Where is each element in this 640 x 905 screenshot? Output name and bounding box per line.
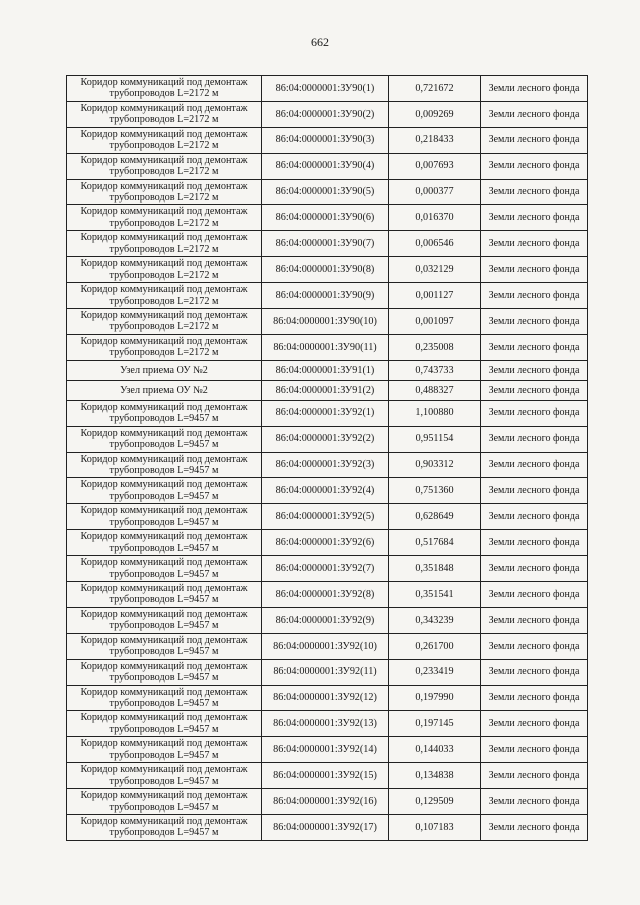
land-category-cell: Земли лесного фонда	[481, 153, 588, 179]
object-name-cell	[67, 556, 262, 582]
area-cell: 0,134838	[389, 763, 481, 789]
object-name-line-2: трубопроводов L=9457 м	[109, 594, 219, 606]
land-category-cell: Земли лесного фонда	[481, 659, 588, 685]
area-cell: 0,218433	[389, 127, 481, 153]
land-plot-table	[66, 75, 588, 841]
object-name-line-1: Коридор коммуникаций под демонтаж	[80, 738, 248, 750]
object-name-line-2: трубопроводов L=9457 м	[109, 490, 219, 502]
object-name-line-2: трубопроводов L=9457 м	[109, 413, 219, 425]
cadastral-number-cell: 86:04:0000001:ЗУ91(2)	[262, 380, 389, 400]
cadastral-number-cell: 86:04:0000001:ЗУ92(14)	[262, 737, 389, 763]
object-name-cell	[67, 309, 262, 335]
object-name-cell	[67, 334, 262, 360]
object-name-line-1: Коридор коммуникаций под демонтаж	[80, 557, 248, 569]
object-name-line-1: Коридор коммуникаций под демонтаж	[80, 76, 248, 88]
object-name-cell	[67, 504, 262, 530]
object-name-cell	[67, 815, 262, 841]
land-category-cell: Земли лесного фонда	[481, 815, 588, 841]
area-cell: 1,100880	[389, 400, 481, 426]
area-cell: 0,751360	[389, 478, 481, 504]
cadastral-number-cell: 86:04:0000001:ЗУ92(1)	[262, 400, 389, 426]
cadastral-number-cell: 86:04:0000001:ЗУ90(2)	[262, 101, 389, 127]
object-name-line-2: трубопроводов L=2172 м	[109, 269, 219, 281]
object-name-line-2: трубопроводов L=9457 м	[109, 646, 219, 658]
area-cell: 0,197145	[389, 711, 481, 737]
object-name-cell	[67, 400, 262, 426]
object-name-cell	[67, 153, 262, 179]
object-name-cell	[67, 685, 262, 711]
table-row	[67, 334, 588, 360]
table-row	[67, 179, 588, 205]
object-name-line-2: трубопроводов L=2172 м	[109, 243, 219, 255]
object-name-line-1: Узел приема ОУ №2	[120, 384, 208, 396]
object-name-cell	[67, 659, 262, 685]
object-name-line-2: трубопроводов L=9457 м	[109, 465, 219, 477]
land-category-cell: Земли лесного фонда	[481, 452, 588, 478]
land-category-cell: Земли лесного фонда	[481, 633, 588, 659]
object-name-cell	[67, 101, 262, 127]
object-name-line-1: Коридор коммуникаций под демонтаж	[80, 608, 248, 620]
object-name-cell	[67, 737, 262, 763]
table-row	[67, 815, 588, 841]
object-name-cell	[67, 283, 262, 309]
object-name-cell	[67, 257, 262, 283]
object-name-cell	[67, 607, 262, 633]
cadastral-number-cell: 86:04:0000001:ЗУ90(3)	[262, 127, 389, 153]
table-row	[67, 556, 588, 582]
object-name-line-2: трубопроводов L=2172 м	[109, 321, 219, 333]
land-category-cell: Земли лесного фонда	[481, 179, 588, 205]
object-name-line-1: Коридор коммуникаций под демонтаж	[80, 154, 248, 166]
table-row	[67, 789, 588, 815]
object-name-line-1: Коридор коммуникаций под демонтаж	[80, 660, 248, 672]
table-row	[67, 153, 588, 179]
object-name-line-1: Коридор коммуникаций под демонтаж	[80, 815, 248, 827]
area-cell: 0,351541	[389, 582, 481, 608]
land-category-cell: Земли лесного фонда	[481, 685, 588, 711]
table-row	[67, 659, 588, 685]
table-row	[67, 101, 588, 127]
object-name-line-1: Коридор коммуникаций под демонтаж	[80, 427, 248, 439]
object-name-cell	[67, 360, 262, 380]
cadastral-number-cell: 86:04:0000001:ЗУ92(4)	[262, 478, 389, 504]
table-row	[67, 283, 588, 309]
table-row	[67, 711, 588, 737]
area-cell: 0,129509	[389, 789, 481, 815]
object-name-cell	[67, 76, 262, 102]
object-name-cell	[67, 127, 262, 153]
object-name-line-1: Узел приема ОУ №2	[120, 364, 208, 376]
table-row	[67, 737, 588, 763]
object-name-line-2: трубопроводов L=9457 м	[109, 620, 219, 632]
land-category-cell: Земли лесного фонда	[481, 257, 588, 283]
cadastral-number-cell: 86:04:0000001:ЗУ90(7)	[262, 231, 389, 257]
object-name-line-2: трубопроводов L=9457 м	[109, 542, 219, 554]
object-name-line-2: трубопроводов L=9457 м	[109, 827, 219, 839]
object-name-line-1: Коридор коммуникаций под демонтаж	[80, 764, 248, 776]
object-name-line-1: Коридор коммуникаций под демонтаж	[80, 102, 248, 114]
object-name-cell	[67, 763, 262, 789]
object-name-cell	[67, 711, 262, 737]
object-name-line-1: Коридор коммуникаций под демонтаж	[80, 206, 248, 218]
object-name-line-2: трубопроводов L=9457 м	[109, 516, 219, 528]
area-cell: 0,351848	[389, 556, 481, 582]
object-name-line-1: Коридор коммуникаций под демонтаж	[80, 128, 248, 140]
area-cell: 0,000377	[389, 179, 481, 205]
land-category-cell: Земли лесного фонда	[481, 737, 588, 763]
table-row	[67, 504, 588, 530]
object-name-line-1: Коридор коммуникаций под демонтаж	[80, 401, 248, 413]
cadastral-number-cell: 86:04:0000001:ЗУ92(2)	[262, 426, 389, 452]
object-name-line-1: Коридор коммуникаций под демонтаж	[80, 505, 248, 517]
area-cell: 0,488327	[389, 380, 481, 400]
land-category-cell: Земли лесного фонда	[481, 283, 588, 309]
object-name-line-2: трубопроводов L=2172 м	[109, 192, 219, 203]
object-name-line-2: трубопроводов L=9457 м	[109, 439, 219, 451]
table-row	[67, 607, 588, 633]
table-row	[67, 400, 588, 426]
table-row	[67, 231, 588, 257]
area-cell: 0,343239	[389, 607, 481, 633]
land-category-cell: Земли лесного фонда	[481, 380, 588, 400]
cadastral-number-cell: 86:04:0000001:ЗУ92(6)	[262, 530, 389, 556]
cadastral-number-cell: 86:04:0000001:ЗУ92(11)	[262, 659, 389, 685]
table-row	[67, 127, 588, 153]
table-row	[67, 205, 588, 231]
object-name-line-1: Коридор коммуникаций под демонтаж	[80, 479, 248, 491]
object-name-line-2: трубопроводов L=2172 м	[109, 114, 219, 126]
area-cell: 0,001097	[389, 309, 481, 335]
object-name-cell	[67, 582, 262, 608]
object-name-line-1: Коридор коммуникаций под демонтаж	[80, 453, 248, 465]
cadastral-number-cell: 86:04:0000001:ЗУ90(5)	[262, 179, 389, 205]
cadastral-number-cell: 86:04:0000001:ЗУ92(15)	[262, 763, 389, 789]
land-category-cell: Земли лесного фонда	[481, 789, 588, 815]
area-cell: 0,903312	[389, 452, 481, 478]
area-cell: 0,144033	[389, 737, 481, 763]
land-category-cell: Земли лесного фонда	[481, 101, 588, 127]
land-category-cell: Земли лесного фонда	[481, 426, 588, 452]
table-row	[67, 763, 588, 789]
land-category-cell: Земли лесного фонда	[481, 711, 588, 737]
cadastral-number-cell: 86:04:0000001:ЗУ92(10)	[262, 633, 389, 659]
object-name-line-1: Коридор коммуникаций под демонтаж	[80, 634, 248, 646]
object-name-line-1: Коридор коммуникаций под демонтаж	[80, 686, 248, 698]
cadastral-number-cell: 86:04:0000001:ЗУ90(10)	[262, 309, 389, 335]
table-row	[67, 452, 588, 478]
land-category-cell: Земли лесного фонда	[481, 607, 588, 633]
table-row	[67, 478, 588, 504]
land-category-cell: Земли лесного фонда	[481, 400, 588, 426]
area-cell: 0,016370	[389, 205, 481, 231]
table-row	[67, 380, 588, 400]
object-name-line-2: трубопроводов L=2172 м	[109, 166, 219, 178]
cadastral-number-cell: 86:04:0000001:ЗУ92(16)	[262, 789, 389, 815]
cadastral-number-cell: 86:04:0000001:ЗУ92(9)	[262, 607, 389, 633]
table-row	[67, 633, 588, 659]
object-name-cell	[67, 452, 262, 478]
object-name-line-2: трубопроводов L=9457 м	[109, 775, 219, 787]
land-category-cell: Земли лесного фонда	[481, 556, 588, 582]
object-name-line-2: трубопроводов L=9457 м	[109, 723, 219, 735]
object-name-line-2: трубопроводов L=9457 м	[109, 801, 219, 813]
area-cell: 0,233419	[389, 659, 481, 685]
table-row	[67, 582, 588, 608]
area-cell: 0,009269	[389, 101, 481, 127]
object-name-cell	[67, 633, 262, 659]
object-name-line-2: трубопроводов L=9457 м	[109, 698, 219, 710]
object-name-line-2: трубопроводов L=2172 м	[109, 217, 219, 229]
table-row	[67, 76, 588, 102]
land-category-cell: Земли лесного фонда	[481, 530, 588, 556]
table-row	[67, 257, 588, 283]
object-name-cell	[67, 179, 262, 205]
page-number: 662	[311, 35, 329, 49]
table-row	[67, 530, 588, 556]
object-name-line-1: Коридор коммуникаций под демонтаж	[80, 335, 248, 347]
land-category-cell: Земли лесного фонда	[481, 763, 588, 789]
area-cell: 0,001127	[389, 283, 481, 309]
object-name-line-1: Коридор коммуникаций под демонтаж	[80, 284, 248, 296]
object-name-cell	[67, 426, 262, 452]
cadastral-number-cell: 86:04:0000001:ЗУ92(13)	[262, 711, 389, 737]
cadastral-number-cell: 86:04:0000001:ЗУ92(17)	[262, 815, 389, 841]
area-cell: 0,235008	[389, 334, 481, 360]
object-name-cell	[67, 380, 262, 400]
area-cell: 0,743733	[389, 360, 481, 380]
area-cell: 0,006546	[389, 231, 481, 257]
area-cell: 0,517684	[389, 530, 481, 556]
cadastral-number-cell: 86:04:0000001:ЗУ90(11)	[262, 334, 389, 360]
area-cell: 0,261700	[389, 633, 481, 659]
object-name-line-1: Коридор коммуникаций под демонтаж	[80, 232, 248, 244]
table-row	[67, 309, 588, 335]
object-name-cell	[67, 789, 262, 815]
land-category-cell: Земли лесного фонда	[481, 504, 588, 530]
cadastral-number-cell: 86:04:0000001:ЗУ90(8)	[262, 257, 389, 283]
cadastral-number-cell: 86:04:0000001:ЗУ92(12)	[262, 685, 389, 711]
object-name-cell	[67, 530, 262, 556]
area-cell: 0,032129	[389, 257, 481, 283]
area-cell: 0,721672	[389, 76, 481, 102]
cadastral-number-cell: 86:04:0000001:ЗУ91(1)	[262, 360, 389, 380]
area-cell: 0,951154	[389, 426, 481, 452]
cadastral-number-cell: 86:04:0000001:ЗУ92(7)	[262, 556, 389, 582]
land-category-cell: Земли лесного фонда	[481, 582, 588, 608]
land-category-cell: Земли лесного фонда	[481, 360, 588, 380]
land-category-cell: Земли лесного фонда	[481, 478, 588, 504]
object-name-line-2: трубопроводов L=2172 м	[109, 88, 219, 100]
area-cell: 0,007693	[389, 153, 481, 179]
object-name-line-2: трубопроводов L=9457 м	[109, 749, 219, 761]
object-name-line-2: трубопроводов L=9457 м	[109, 568, 219, 580]
object-name-cell	[67, 478, 262, 504]
object-name-line-1: Коридор коммуникаций под демонтаж	[80, 712, 248, 724]
object-name-line-2: трубопроводов L=2172 м	[109, 347, 219, 359]
object-name-line-1: Коридор коммуникаций под демонтаж	[80, 180, 248, 192]
object-name-line-1: Коридор коммуникаций под демонтаж	[80, 582, 248, 594]
object-name-line-1: Коридор коммуникаций под демонтаж	[80, 790, 248, 802]
object-name-line-1: Коридор коммуникаций под демонтаж	[80, 309, 248, 321]
land-category-cell: Земли лесного фонда	[481, 334, 588, 360]
cadastral-number-cell: 86:04:0000001:ЗУ92(8)	[262, 582, 389, 608]
table-row	[67, 426, 588, 452]
table-row	[67, 685, 588, 711]
cadastral-number-cell: 86:04:0000001:ЗУ92(3)	[262, 452, 389, 478]
cadastral-number-cell: 86:04:0000001:ЗУ90(9)	[262, 283, 389, 309]
area-cell: 0,197990	[389, 685, 481, 711]
object-name-line-2: трубопроводов L=2172 м	[109, 140, 219, 152]
area-cell: 0,628649	[389, 504, 481, 530]
cadastral-number-cell: 86:04:0000001:ЗУ90(6)	[262, 205, 389, 231]
cadastral-number-cell: 86:04:0000001:ЗУ90(1)	[262, 76, 389, 102]
land-category-cell: Земли лесного фонда	[481, 309, 588, 335]
land-category-cell: Земли лесного фонда	[481, 127, 588, 153]
cadastral-number-cell: 86:04:0000001:ЗУ90(4)	[262, 153, 389, 179]
table-body	[67, 76, 588, 841]
object-name-cell	[67, 231, 262, 257]
object-name-line-1: Коридор коммуникаций под демонтаж	[80, 531, 248, 543]
area-cell: 0,107183	[389, 815, 481, 841]
object-name-line-2: трубопроводов L=9457 м	[109, 672, 219, 684]
land-category-cell: Земли лесного фонда	[481, 205, 588, 231]
land-category-cell: Земли лесного фонда	[481, 231, 588, 257]
object-name-line-1: Коридор коммуникаций под демонтаж	[80, 258, 248, 270]
object-name-line-2: трубопроводов L=2172 м	[109, 295, 219, 307]
cadastral-number-cell: 86:04:0000001:ЗУ92(5)	[262, 504, 389, 530]
table-row	[67, 360, 588, 380]
object-name-cell	[67, 205, 262, 231]
land-category-cell: Земли лесного фонда	[481, 76, 588, 102]
